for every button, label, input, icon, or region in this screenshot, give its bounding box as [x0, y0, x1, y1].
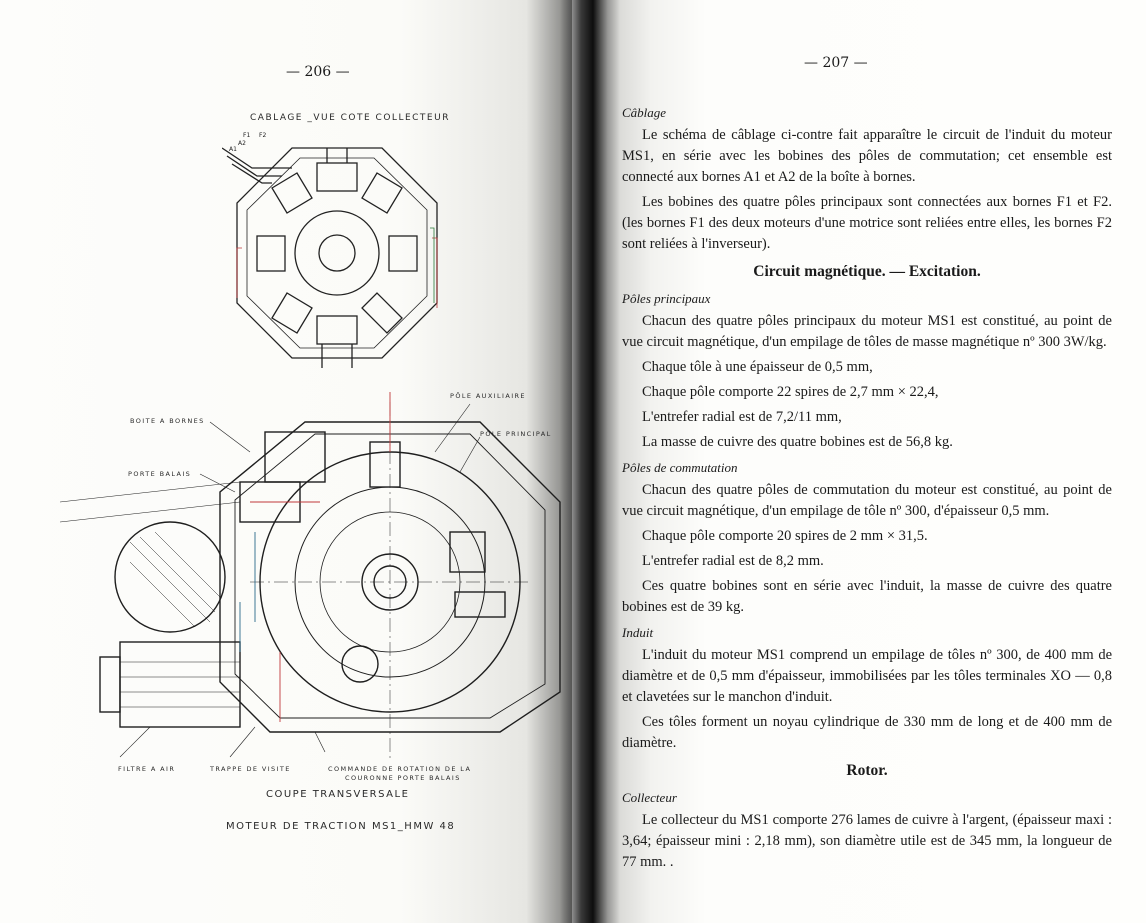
paragraph: Le collecteur du MS1 comporte 276 lames de cuivre à l'argent, (épaisseur maxi : 3,64; épaisseur mini : 2,18 mm), son diamètre utile est de 345 mm, la longueur de 77 mm. .: [622, 812, 1112, 870]
label-boite-a-bornes: BOITE A BORNES: [130, 417, 205, 425]
paragraph: Chacun des quatre pôles principaux du moteur MS1 est constitué, au point de vue circuit magnétique, d'un empilage de tôles de masse magnétique nº 300 3W/kg.: [622, 313, 1112, 350]
label-porte-balais: PORTE BALAIS: [128, 470, 192, 478]
label-couronne-porte-balais: COURONNE PORTE BALAIS: [345, 774, 461, 782]
label-trappe-de-visite: TRAPPE DE VISITE: [210, 765, 291, 773]
paragraph: Chaque pôle comporte 22 spires de 2,7 mm × 22,4,: [642, 384, 939, 400]
paragraph: L'induit du moteur MS1 comprend un empilage de tôles nº 300, de 400 mm de diamètre et de 0,5 mm d'épaisseur, immobilisées par les tôles terminales XO — 0,8 et clavetées sur le manchon d'induit.: [622, 647, 1112, 705]
label-pole-principal: PÔLE PRINCIPAL: [480, 430, 552, 438]
paragraph: L'entrefer radial est de 8,2 mm.: [642, 553, 824, 569]
label-filtre-a-air: FILTRE A AIR: [118, 765, 176, 773]
terminal-f2: F2: [259, 132, 267, 139]
subsection-heading: Induit: [622, 625, 654, 640]
subsection-heading: Pôles de commutation: [622, 460, 738, 475]
paragraph: Ces quatre bobines sont en série avec l'induit, la masse de cuivre des quatre bobines est de 39 kg.: [622, 578, 1112, 615]
paragraph: Ces tôles forment un noyau cylindrique de 330 mm de long et de 400 mm de diamètre.: [622, 714, 1112, 751]
terminal-a2: A2: [238, 140, 246, 147]
wiring-title: CABLAGE _VUE COTE COLLECTEUR: [250, 113, 450, 123]
section-title: COUPE TRANSVERSALE: [266, 789, 410, 800]
subsection-heading: Collecteur: [622, 790, 677, 805]
subsection-heading: Câblage: [622, 105, 667, 120]
paragraph: L'entrefer radial est de 7,2/11 mm,: [642, 409, 842, 425]
right-folio: — 207 —: [804, 55, 868, 71]
section-heading: Rotor.: [846, 762, 888, 779]
figure-caption: MOTEUR DE TRACTION MS1_HMW 48: [226, 821, 456, 832]
paragraph: Le schéma de câblage ci-contre fait apparaître le circuit de l'induit du moteur MS1, en série avec les bobines des pôles de commutation; cet ensemble est connecté aux bornes A1 et A2 de la boîte à bornes.: [622, 127, 1112, 185]
wiring-diagram: [222, 128, 452, 378]
terminal-f1: F1: [243, 132, 251, 139]
left-page: [0, 0, 572, 923]
paragraph: La masse de cuivre des quatre bobines est de 56,8 kg.: [642, 434, 953, 450]
paragraph: Chaque pôle comporte 20 spires de 2 mm × 31,5.: [642, 528, 928, 544]
label-pole-auxiliaire: PÔLE AUXILIAIRE: [450, 392, 526, 400]
cross-section-drawing: [60, 392, 570, 762]
left-folio: — 206 —: [286, 64, 350, 80]
book-gutter: [560, 0, 620, 923]
paragraph: Les bobines des quatre pôles principaux sont connectées aux bornes F1 et F2. (les bornes F1 des deux moteurs d'une motrice sont reliées entre elles, les bornes F2 sont reliées à l'inverseur).: [622, 194, 1112, 252]
right-page: [596, 0, 1146, 923]
section-heading: Circuit magnétique. — Excitation.: [753, 263, 981, 280]
body-text: [622, 100, 1112, 877]
terminal-a1: A1: [229, 146, 237, 153]
label-commande-rotation: COMMANDE DE ROTATION DE LA: [328, 765, 472, 773]
paragraph: Chacun des quatre pôles de commutation du moteur est constitué, au point de vue circuit magnétique, d'un empilage de tôle nº 300, d'épaisseur 0,5 mm.: [622, 482, 1112, 519]
subsection-heading: Pôles principaux: [622, 291, 711, 306]
paragraph: Chaque tôle à une épaisseur de 0,5 mm,: [642, 359, 873, 375]
